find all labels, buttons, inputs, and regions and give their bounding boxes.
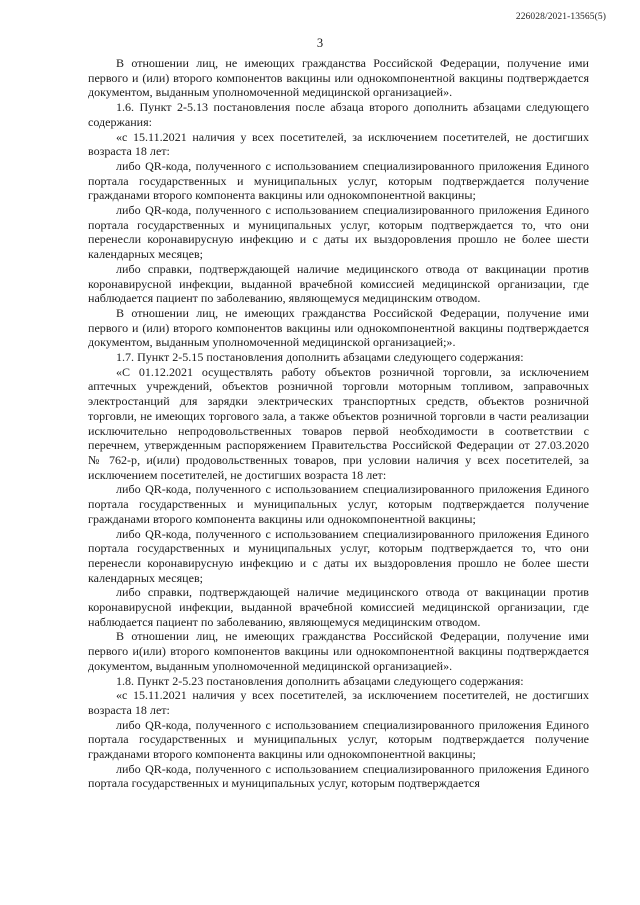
paragraph: В отношении лиц, не имеющих гражданства Российской Федерации, получение ими первого и(или) второго компонентов вакцины или однокомпонентной вакцины подтверждается документом, выданным уполномоченной медицинской организацией». [88, 629, 589, 673]
paragraph: 1.7. Пункт 2-5.15 постановления дополнить абзацами следующего содержания: [116, 350, 524, 365]
paragraph: либо справки, подтверждающей наличие медицинского отвода от вакцинации против коронавирусной инфекции, выданной врачебной комиссией медицинской организации, где наблюдается пациент по заболеванию, являющемуся медицинским отводом. [88, 261, 589, 306]
paragraph: либо QR-кода, полученного с использованием специализированного приложения Единого портала государственных и муниципальных услуг, которым подтверждается получение гражданами второго компонента вакцины или однокомпонентной вакцины; [88, 482, 589, 526]
paragraph: «С 01.12.2021 осуществлять работу объектов розничной торговли, за исключением аптечных учреждений, объектов розничной торговли моторным топливом, заправочных электростанций для зарядки электрических транспортных средств, объектов розничной торговли, не имеющих торгового зала, а также объектов розничной торговли в части реализации исключительно непродовольственных товаров первой необходимости в соответствии с перечнем, утвержденным распоряжением Правительства Российской Федерации от 27.03.2020 № 762-р, и(или) продовольственных товаров, при условии наличия у всех посетителей, за исключением посетителей, не достигших возраста 18 лет: [88, 364, 589, 482]
paragraph: В отношении лиц, не имеющих гражданства Российской Федерации, получение ими первого и (или) второго компонентов вакцины или однокомпонентной вакцины подтверждается документом, выданным уполномоченной медицинской организацией». [88, 56, 589, 100]
document-body [88, 56, 589, 791]
paragraph: либо QR-кода, полученного с использованием специализированного приложения Единого портала государственных и муниципальных услуг, которым подтверждается то, что они перенесли коронавирусную инфекцию и с даты их выздоровления прошло не более шести календарных месяцев; [88, 203, 589, 262]
paragraph: «с 15.11.2021 наличия у всех посетителей, за исключением посетителей, не достигших возраста 18 лет: [88, 129, 589, 159]
paragraph: либо QR-кода, полученного с использованием специализированного приложения Единого портала государственных и муниципальных услуг, которым подтверждается получение гражданами второго компонента вакцины или однокомпонентной вакцины; [88, 158, 589, 203]
page-number: 3 [316, 36, 324, 50]
paragraph: 1.6. Пункт 2-5.13 постановления после абзаца второго дополнить абзацами следующего содержания: [88, 100, 589, 129]
paragraph: 1.8. Пункт 2-5.23 постановления дополнить абзацами следующего содержания: [116, 673, 524, 688]
paragraph: либо QR-кода, полученного с использованием специализированного приложения Единого портала государственных и муниципальных услуг, которым подтверждается [88, 761, 589, 791]
document-id: 226028/2021-13565(5) [515, 12, 606, 22]
paragraph: либо QR-кода, полученного с использованием специализированного приложения Единого портала государственных и муниципальных услуг, которым подтверждается получение гражданами второго компонента вакцины или однокомпонентной вакцины; [88, 717, 589, 762]
paragraph: либо справки, подтверждающей наличие медицинского отвода от вакцинации против коронавирусной инфекции, выданной врачебной комиссией медицинской организации, где наблюдается пациент по заболеванию, являющемуся медицинским отводом. [88, 585, 589, 629]
paragraph: В отношении лиц, не имеющих гражданства Российской Федерации, получение ими первого и (или) второго компонентов вакцины или однокомпонентной вакцины подтверждается документом, выданным уполномоченной медицинской организацией;». [88, 305, 589, 350]
paragraph: либо QR-кода, полученного с использованием специализированного приложения Единого портала государственных и муниципальных услуг, которым подтверждается то, что они перенесли коронавирусную инфекцию и с даты их выздоровления прошло не более шести календарных месяцев; [88, 526, 589, 585]
paragraph: «с 15.11.2021 наличия у всех посетителей, за исключением посетителей, не достигших возраста 18 лет: [88, 688, 589, 717]
